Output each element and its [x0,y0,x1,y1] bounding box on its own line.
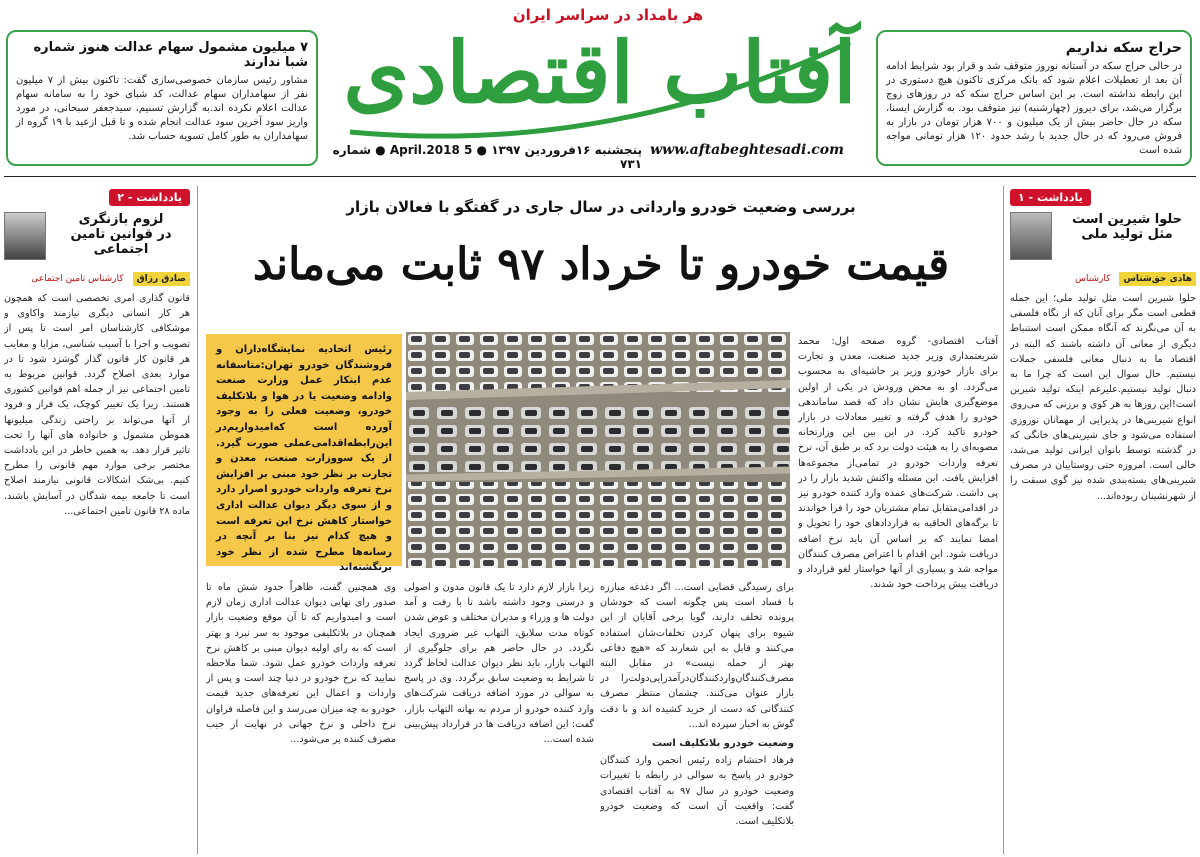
note-right-title-1: حلوا شیرین است [1071,212,1183,227]
main-headline: قیمت خودرو تا خرداد ۹۷ ثابت می‌ماند [252,239,950,290]
avatar [4,212,46,260]
col2-text: برای رسیدگی قضایی است... اگر دغدغه مبارزه با فساد است پس چگونه است که خودشان پرونده تخلف دارند، گویا برخی آقایان از این شیوه برای پنهان کردن تخلفات‌شان استفاده می‌کنند و قابل به این شعارند که «هیچ دفاعی بهتر از حمله نیست» در مقابل البته مصرف‌کنندگان‌وارد‌کنندگان‌درآمدزایی‌دولت‌را در بازار عنوان می‌کنند. چشمان منتظر مصرف کنندگانی که دست از خرید کشیده اند و با دقت گوش به اخبار سپرده اند... [600,582,794,730]
note-left-tag: یادداشت - ۲ [109,189,190,206]
callout-text: رئیس اتحادیه نمایشگاه‌داران و فروشندگان خودرو تهران:متاسفانه عدم ابتکار عمل وزارت صنعت وادامه وضعیت یا در هوا و بلاتکلیف خودرو، وضعیت فعلی را به وجود آورده است که‌امیدواریم‌در این‌رابطه‌اقدامی‌عملی صورت گیرد. از یک سووزارت صنعت، معدن و تجارت بر نظر خود مبنی بر افزایش نرخ تعرفه واردات خودرو اصرار دارد و از سوی دیگر دیوان عدالت اداری خواستار کاهش نرخ این تعرفه است و هیچ کدام نیز بنا بر آنچه در رسانه‌ها مطرح شده از نظر خود برنگشته‌اند [216,344,392,574]
right-box-title: حراج سکه نداریم [1065,40,1182,56]
main-callout [206,334,402,574]
main-kicker: بررسی وضعیت خودرو وارداتی در سال جاری در گفتگو با فعالان بازار [346,198,856,216]
note-left-author: صادق رزاق [133,272,190,286]
col2-subheading: وضعیت خودرو بلاتکلیف است [651,738,794,750]
note-left-role: کارشناس تامین اجتماعی [31,274,124,284]
note-left-body: قانون گذاری امری تخصصی است که همچون هر کار انسانی دیگری نیازمند واکاوی و موشکافی کارشناسان امر است تا پس از تصویب و اجرا با آسیب شناسی، مزایا و معایب هر قانون کار قانون گذار گوشزد شود تا در موارد بعدی اصلاح گردد. قوانین مربوط به تامین اجتماعی نیز از جمله اهم قوانین کشوری هستند. زیرا یک تغییر کوچک، یک فراز و فرود از آنها می‌تواند بر راحتی زندگی میلیونها هموطن مشمول و خانواده های آنها را تحت تاثیر قرار دهد. به همین خاطر در این یادداشت مختصر برخی موارد مهم قانونی را مطرح کنیم. بی‌شک اشکالات قانونی نیازمند اصلاح است تا جامعه بیمه شدگان در آسایش باشند. ماده ۲۸ قانون تامین اجتماعی... [4,293,190,517]
avatar [1010,212,1052,260]
note-left-title-1: لزوم بازنگری [78,212,164,227]
right-box-body: در حالی حراج سکه در آستانه نوروز متوقف شد و قرار بود شرایط ادامه آن بعد از تعطیلات اعلام شود که بانک مرکزی تاکنون هیچ دستوری در این رابطه نداشته است. بر این اساس حراج سکه که در روزهای زوج برگزار می‌شد، برای دیروز (چهارشنبه) نیز متوقف بود. به گزارش ایسنا، سکه در حال حاضر بیش از یک میلیون و ۷۰۰ هزار تومان در بازار به فروش می‌رود که در حال جدید با رشد حدود ۱۲۰ هزار تومانی مواجه شده است [886,61,1183,156]
main-col-4: وی همچنین گفت، ظاهراً حدود شش ماه تا صدور رای نهایی دیوان عدالت اداری زمان لازم است و امیدواریم که تا آن موقع وضعیت بازار همچنان در بلاتکلیفی موجود به سر نبرد و بهتر است که به رای اولیه دیوان مبنی بر کاهش نرخ تعرفه واردات خودرو عمل شود. شما ملاحظه نمایید که نرخ خودرو در دنیا چند است و پس از واردات و اعمال این تعرفه‌های جدید قیمت خودرو به چه میزان می‌رسد و این فاصله فراوان نرخ داخلی و نرخ جهانی در نهایت از جیب مصرف کننده پر می‌شود... [206,582,396,746]
parking-lot-photo [406,332,790,568]
masthead-logo [330,14,870,140]
note-right-role: کارشناس [1075,274,1111,284]
note-right-tag: یادداشت - ۱ [1010,189,1091,206]
logo-text: آفتاب اقتصادی [343,23,857,122]
main-col-1: آفتاب اقتصادی- گروه صفحه اول: محمد شریعتمداری وزیر جدید صنعت، معدن و تجارت برای بازار خودرو وزیر پر حاشیه‌ای به محسوب می‌گردد. او به محض ورودش در یکی از اولین موضع‌گیری هایش نشان داد که قصد ساماندهی خودرو را هدف گرفته و تغییر معادلات در بازار خودرو تاکید کرد. در این بین این وزارتخانه مصوبه‌ای را به هیئت دولت برد که بر طبق آن، نرخ تعرفه واردات خودرو در تمامی‌از مجموعه‌ها افزایش یافت. این مسئله واکنش شدید بازار را در پی داشت. شرکت‌های عمده وارد کننده خودرو نیز در اقدامی‌متقابل تمام مشتریان خود را فرا خواندند تا برگه‌های الحاقیه به قراردادهای خود را تحویل و امضا نمایند که بر اساس آن باید نرخ اضافه دریافت شود. این اقدام با اعتراض مصرف کنندگان مواجه شد و بسیاری از آنها خواستار لغو قرارداد و دریافت پیش پرداخت خود شدند. [798,336,998,591]
note-left [4,186,190,854]
left-box-title: ۷ میلیون مشمول سهام عدالت هنوز شماره شبا ندارند [33,40,308,70]
website-url[interactable]: www.aftabeghtesadi.com [650,142,844,158]
cars-photo-icon [406,332,790,568]
note-left-title-2: در قوانین تامین اجتماعی [70,227,172,257]
main-col-2 [600,580,794,854]
column-divider [1003,186,1004,854]
note-right [1010,186,1196,854]
dateline: پنجشنبه ۱۶فروردین ۱۳۹۷ ● 5 April.2018 ● شماره ۷۳۱ [332,143,642,171]
main-col-3: زیرا بازار لازم دارد تا یک قانون مدون و اصولی و درستی وجود داشته باشد تا با رفت و آمد دولت ها و وزراء و مدیران مختلف و عوض شدن کوتاه مدت سلایق، التهاب غیر ضروری ایجاد نگردد. در حال حاضر هم برای جلوگیری از التهاب بازار، باید نظر دیوان عدالت لحاظ گردد تا شرایط به وضعیت سابق برگردد. وی در پاسخ به سوالی در مورد اضافه دریافت شرکت‌های وارد کننده خودرو از مردم به بهانه التهاب بازار، گفت: این اضافه دریافت ها در قرارداد پیش‌بینی شده است... [404,582,594,746]
masthead-divider [4,176,1196,177]
right-news-box [876,30,1192,166]
left-box-body: مشاور رئیس سازمان خصوصی‌سازی گفت: تاکنون بیش از ۷ میلیون نفر از سهامداران سهام عدالت، کد شبای خود را به سامانه سهام عدالت اعلام نکرده اند.به گزارش تسنیم، سیدجعفر سبحانی، در مورد واریز سود آخرین سود عدالت انجام شده و تا قبل ازعید با ۱۹ گروه از سهامداران به طور کامل تسویه حساب شد. [16,75,309,142]
note-right-author: هادی حق‌شناس [1119,272,1196,286]
note-right-title-2: مثل تولید ملی [1081,227,1173,242]
col2b-text: فرهاد احتشام زاده رئیس انجمن وارد کنندگان خودرو در پاسخ به سوالی در رابطه با تغییرات وضعیت خودرو در سال ۹۷ به آفتاب اقتصادی گفت: واقعیت آن است که وضعیت خودرو بلاتکلیف است. [600,755,794,828]
note-right-body: حلوا شیرین است مثل تولید ملی؛ این جمله قطعی است مگر برای آنان که از نگاه فلسفی به آن می‌نگرند که آنگاه ممکن است استنباط دیگری از معانی آن داشته باشند که البته در اقتصاد ما به دنبال معانی فلسفی جملات نیستیم. حال سوال این است که چرا ما به دنبال تولید نیستیم.علیرغم اینکه تولید شیرین است!این روزها به هر کوی و برزنی که می‌روی انواع شیرینی‌ها در پذیرایی از مهمانان نوروزی استفاده می‌شود و جای شیرینی‌های خانگی که در گذشته توسط بانوان ایرانی تولید می‌شد، خالی است. امروزه حتی روستاییان در مصرف شیرینی‌های بسته‌بندی شده نیز گوی سبقت را از شهرنشینان ربوده‌اند... [1010,293,1196,502]
masthead-slogan: هر بامداد در سراسر ایران [512,6,704,24]
column-divider [197,186,198,854]
left-news-box [6,30,318,166]
